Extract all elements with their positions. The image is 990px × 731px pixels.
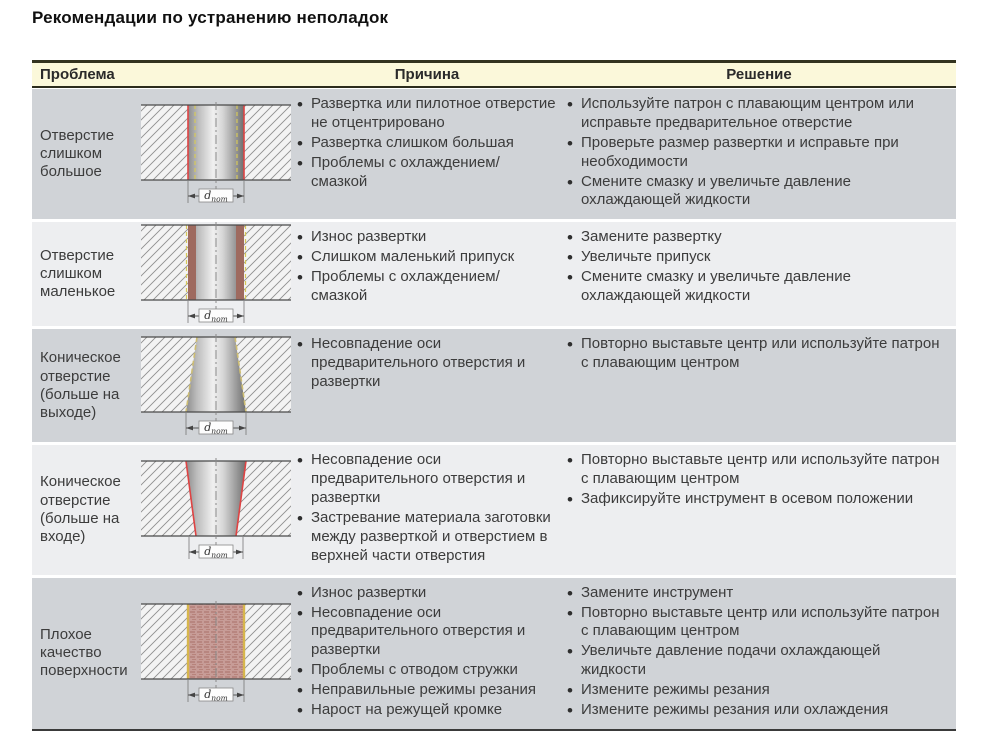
table-body (32, 88, 956, 731)
material-left-hatch (141, 225, 188, 300)
table-header-row (32, 60, 956, 88)
solution-item: • Используйте патрон с плавающим центром или исправьте предварительное отверстие (564, 95, 948, 133)
causes-list (294, 584, 556, 720)
page-title: Рекомендации по устранению неполадок (32, 8, 389, 27)
illustration-cell (140, 329, 292, 442)
solutions-list (564, 584, 948, 720)
solutions-cell (562, 329, 956, 442)
cause-item: • Слишком маленький припуск (294, 248, 556, 267)
causes-cell (292, 222, 562, 326)
causes-list (294, 228, 556, 306)
solutions-list (564, 95, 948, 210)
dimension-label: $d_{nom}$ (204, 545, 228, 560)
solution-item: • Измените режимы резания или охлаждения (564, 701, 948, 720)
dimension-label: $d_{nom}$ (204, 309, 228, 324)
solution-item: • Зафиксируйте инструмент в осевом положении (564, 490, 948, 509)
cause-item: • Износ развертки (294, 584, 556, 603)
cause-item: • Несовпадение оси предварительного отверстия и развертки (294, 604, 556, 661)
solution-item: • Измените режимы резания (564, 681, 948, 700)
problem-label: Коническое отверстие (больше на входе) (40, 473, 121, 546)
table-row (32, 89, 956, 219)
troubleshooting-table (32, 60, 956, 731)
material-left-hatch (141, 604, 188, 679)
solution-item: • Повторно выставьте центр или используйте патрон с плавающим центром (564, 604, 948, 642)
causes-cell (292, 445, 562, 574)
solution-item: • Увеличьте припуск (564, 248, 948, 267)
causes-list (294, 95, 556, 191)
material-right-hatch (244, 105, 291, 180)
solution-item: • Повторно выставьте центр или используйте патрон с плавающим центром (564, 451, 948, 489)
solutions-cell (562, 89, 956, 219)
problem-label: Коническое отверстие (больше на выходе) (40, 349, 121, 422)
cause-item: • Износ развертки (294, 228, 556, 247)
solutions-list (564, 335, 948, 373)
solution-item: • Увеличьте давление подачи охлаждающей жидкости (564, 642, 948, 680)
cause-item: • Неправильные режимы резания (294, 681, 556, 700)
solutions-list (564, 228, 948, 306)
solutions-cell (562, 445, 956, 574)
cause-item: • Проблемы с охлаждением/смазкой (294, 268, 556, 306)
solutions-cell (562, 578, 956, 729)
hole-too-big-illustration (141, 102, 291, 206)
causes-cell (292, 89, 562, 219)
header-problem: Проблема (40, 66, 115, 83)
tapered-hole-entry-illustration (141, 458, 291, 562)
solution-item: • Смените смазку и увеличьте давление охлаждающей жидкости (564, 268, 948, 306)
illustration-cell (140, 578, 292, 729)
solutions-cell (562, 222, 956, 326)
rough-surface-illustration (141, 601, 291, 705)
causes-cell (292, 329, 562, 442)
causes-list (294, 451, 556, 565)
cause-item: • Развертка слишком большая (294, 134, 556, 153)
table-row (32, 329, 956, 442)
material-left-hatch (141, 105, 188, 180)
dimension (186, 413, 246, 436)
hole-too-small-illustration (141, 222, 291, 326)
cause-item: • Проблемы с отводом стружки (294, 661, 556, 680)
illustration-cell (140, 89, 292, 219)
cause-item: • Нарост на режущей кромке (294, 701, 556, 720)
dimension (188, 181, 244, 204)
cause-item: • Проблемы с охлаждением/смазкой (294, 154, 556, 192)
tapered-hole-exit-illustration (141, 334, 291, 438)
header-cause: Причина (394, 66, 460, 83)
header-solution: Решение (726, 66, 792, 83)
problem-label: Отверстие слишком маленькое (40, 246, 116, 301)
table-row (32, 445, 956, 574)
illustration-cell (140, 445, 292, 574)
dimension-label: $d_{nom}$ (204, 189, 228, 204)
dimension (188, 301, 244, 324)
table-row (32, 578, 956, 729)
problem-label: Плохое качество поверхности (40, 625, 128, 680)
material-right-hatch (244, 604, 291, 679)
cause-item: • Застревание материала заготовки между разверткой и отверстием в верхней части отверстия (294, 509, 556, 566)
dimension (188, 680, 244, 703)
dimension-label: $d_{nom}$ (204, 688, 228, 703)
material-right-hatch (244, 225, 291, 300)
solution-item: • Замените развертку (564, 228, 948, 247)
illustration-cell (140, 222, 292, 326)
causes-list (294, 335, 556, 392)
cause-item: • Развертка или пилотное отверстие не отцентрировано (294, 95, 556, 133)
solution-item: • Смените смазку и увеличьте давление охлаждающей жидкости (564, 173, 948, 211)
solutions-list (564, 451, 948, 509)
solution-item: • Повторно выставьте центр или используйте патрон с плавающим центром (564, 335, 948, 373)
dimension (189, 537, 243, 560)
solution-item: • Проверьте размер развертки и исправьте при необходимости (564, 134, 948, 172)
solution-item: • Замените инструмент (564, 584, 948, 603)
cause-item: • Несовпадение оси предварительного отверстия и развертки (294, 335, 556, 392)
cause-item: • Несовпадение оси предварительного отверстия и развертки (294, 451, 556, 508)
table-row (32, 222, 956, 326)
problem-label: Отверстие слишком большое (40, 126, 115, 181)
dimension-label: $d_{nom}$ (204, 420, 228, 436)
causes-cell (292, 578, 562, 729)
